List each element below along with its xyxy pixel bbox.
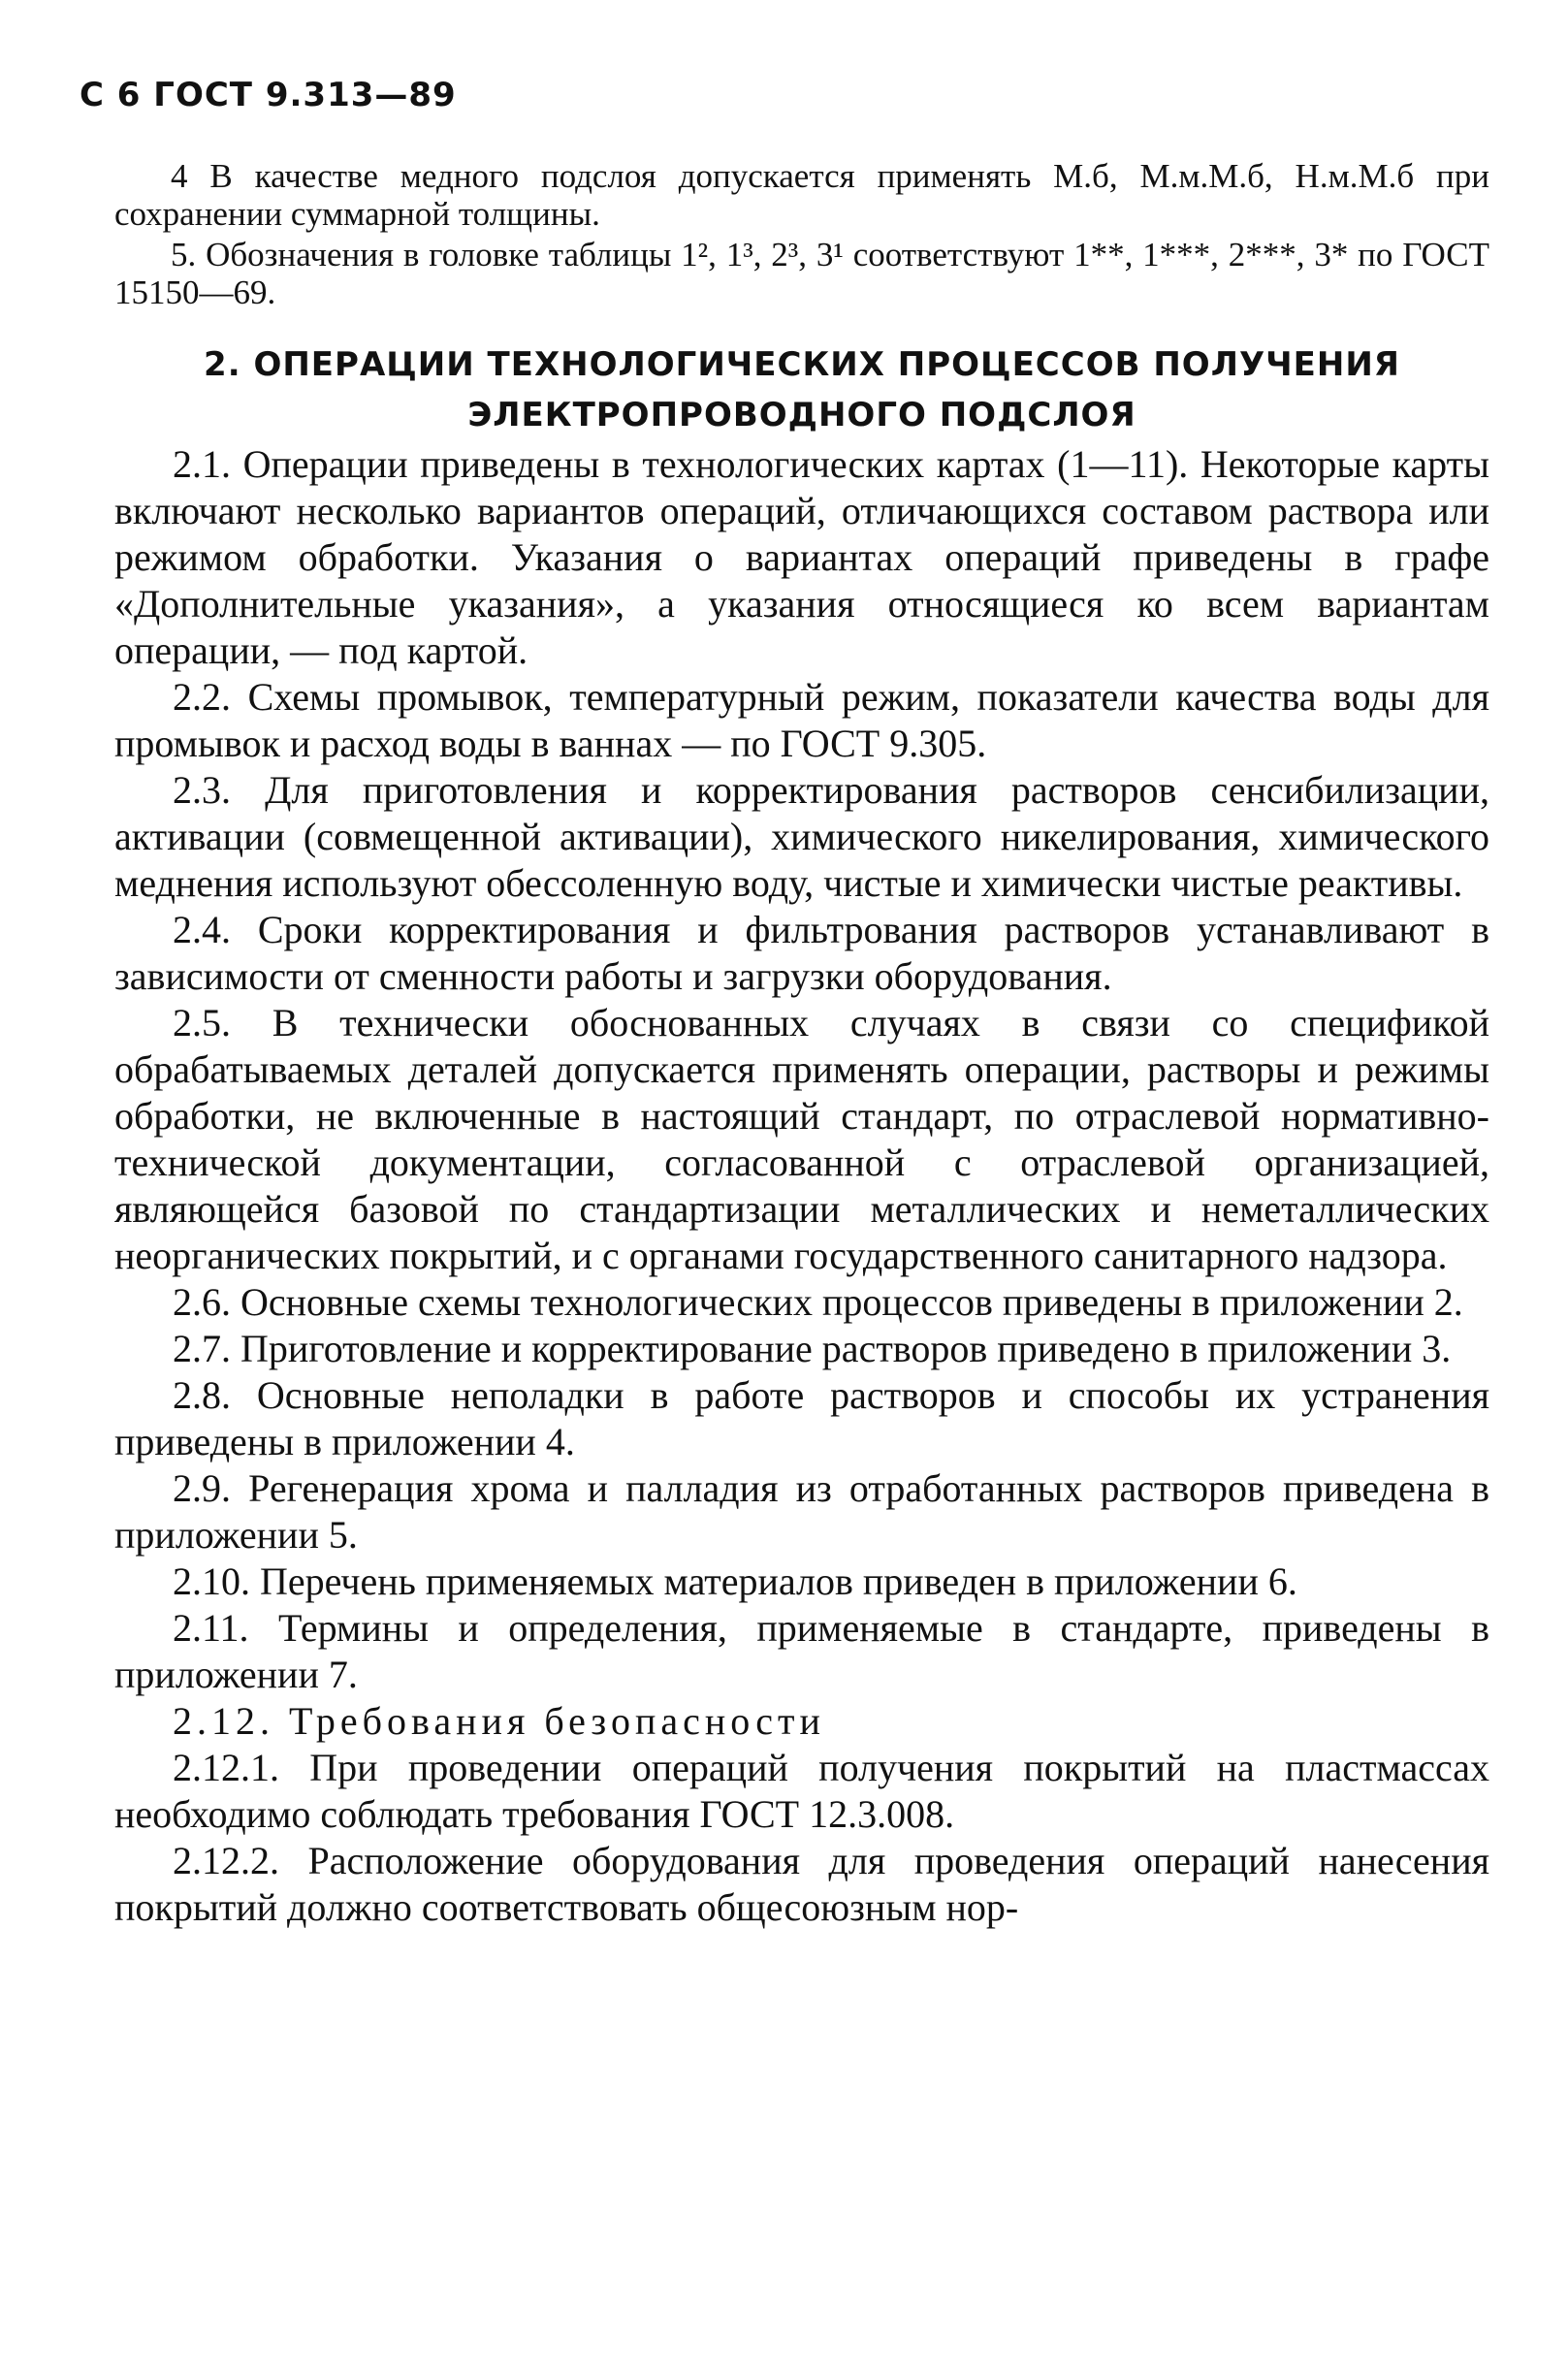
section-body	[114, 441, 1489, 1931]
paragraph-2-10: 2.10. Перечень применяемых материалов приведен в приложении 6.	[173, 1559, 1297, 1603]
paragraph-2-1: 2.1. Операции приведены в технологических картах (1—11). Некоторые карты включают несколько вариантов операций, отличающихся составом раствора или режимом обработки. Указания о вариантах операций приведены в графе «Дополнительные указания», а указания относящиеся ко всем вариантам операции, — под картой.	[114, 442, 1489, 672]
section-title-line-1: 2. ОПЕРАЦИИ ТЕХНОЛОГИЧЕСКИХ ПРОЦЕССОВ ПОЛУЧЕНИЯ	[204, 345, 1400, 384]
paragraph-2-7: 2.7. Приготовление и корректирование растворов приведено в приложении 3.	[173, 1327, 1452, 1370]
paragraph-2-3: 2.3. Для приготовления и корректирования растворов сенсибилизации, активации (совмещенной активации), химического никелирования, химического меднения используют обессоленную воду, чистые и химически чистые реактивы.	[114, 768, 1489, 905]
paragraph-2-6: 2.6. Основные схемы технологических процессов приведены в приложении 2.	[173, 1280, 1463, 1324]
paragraph-2-8: 2.8. Основные неполадки в работе растворов и способы их устранения приведены в приложении 4.	[114, 1373, 1489, 1463]
paragraph-2-12-1: 2.12.1. При проведении операций получения покрытий на пластмассах необходимо соблюдать требования ГОСТ 12.3.008.	[114, 1746, 1489, 1836]
paragraph-2-11: 2.11. Термины и определения, применяемые в стандарте, приведены в приложении 7.	[114, 1606, 1489, 1696]
paragraph-2-4: 2.4. Сроки корректирования и фильтрования растворов устанавливают в зависимости от сменности работы и загрузки оборудования.	[114, 908, 1489, 998]
paragraph-2-9: 2.9. Регенерация хрома и палладия из отработанных растворов приведена в приложении 5.	[114, 1466, 1489, 1557]
paragraph-2-12-2: 2.12.2. Расположение оборудования для проведения операций нанесения покрытий должно соответствовать общесоюзным нор-	[114, 1839, 1489, 1929]
section-title-line-2: ЭЛЕКТРОПРОВОДНОГО ПОДСЛОЯ	[467, 396, 1136, 434]
running-head: С 6 ГОСТ 9.313—89	[80, 76, 457, 114]
paragraph-2-2: 2.2. Схемы промывок, температурный режим, показатели качества воды для промывок и расход воды в ваннах — по ГОСТ 9.305.	[114, 675, 1489, 765]
subsection-heading-safety: 2.12. Требования безопасности	[173, 1699, 825, 1743]
note-4: 4 В качестве медного подслоя допускается применять М.б, М.м.М.б, Н.м.М.б при сохранении суммарной толщины.	[114, 157, 1489, 233]
section-title	[114, 339, 1489, 440]
note-5: 5. Обозначения в головке таблицы 1², 1³, 2³, 3¹ соответствуют 1**, 1***, 2***, 3* по ГОСТ 15150—69.	[114, 236, 1489, 311]
paragraph-2-5: 2.5. В технически обоснованных случаях в связи со спецификой обрабатываемых деталей допускается применять операции, растворы и режимы обработки, не включенные в настоящий стандарт, по отраслевой нормативно-технической документации, согласованной с отраслевой организацией, являющейся базовой по стандартизации металлических и неметаллических неорганических покрытий, и с органами государственного санитарного надзора.	[114, 1001, 1489, 1277]
table-notes	[114, 157, 1489, 311]
